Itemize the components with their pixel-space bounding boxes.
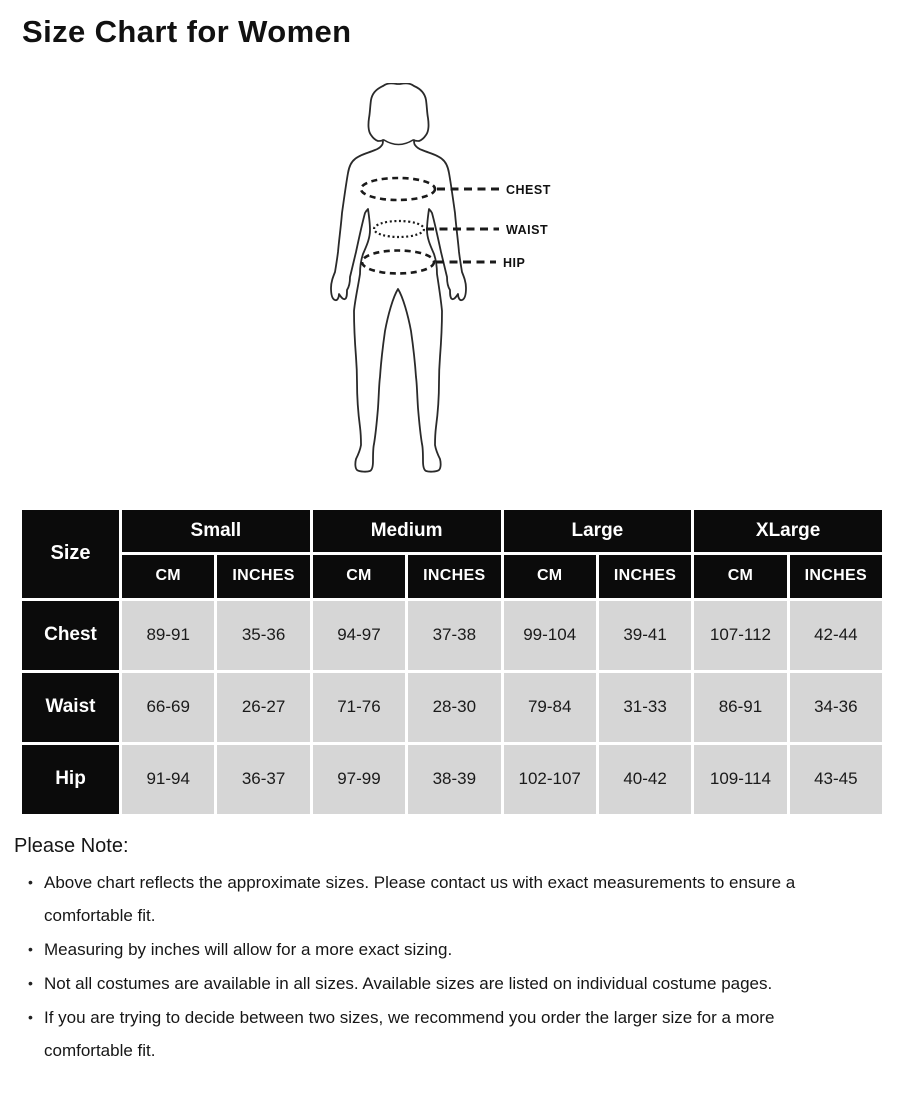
table-cell: 39-41 <box>599 601 691 670</box>
note-item <box>14 866 875 932</box>
table-cell: 66-69 <box>122 673 214 742</box>
size-group-header-row <box>22 510 882 552</box>
waist-label: WAIST <box>506 222 549 237</box>
size-chart-table <box>19 507 885 817</box>
body-measurement-figure <box>300 83 600 485</box>
unit-header-cm: CM <box>313 555 405 598</box>
table-cell: 37-38 <box>408 601 500 670</box>
unit-header-cm: CM <box>504 555 596 598</box>
unit-header-cm: CM <box>122 555 214 598</box>
table-cell: 89-91 <box>122 601 214 670</box>
table-cell: 94-97 <box>313 601 405 670</box>
table-cell: 26-27 <box>217 673 309 742</box>
table-row-waist <box>22 673 882 742</box>
chest-label: CHEST <box>506 182 551 197</box>
note-text: Measuring by inches will allow for a more exact sizing. <box>44 939 453 959</box>
table-cell: 99-104 <box>504 601 596 670</box>
table-cell: 102-107 <box>504 745 596 814</box>
notes-list <box>14 866 875 1067</box>
table-row-chest <box>22 601 882 670</box>
note-item <box>14 1001 875 1067</box>
hip-label: HIP <box>503 255 526 270</box>
table-cell: 109-114 <box>694 745 786 814</box>
unit-header-row <box>22 555 882 598</box>
row-label-hip: Hip <box>22 745 119 814</box>
table-cell: 97-99 <box>313 745 405 814</box>
size-group-small: Small <box>122 510 310 552</box>
note-text: Above chart reflects the approximate sizes. Please contact us with exact measurements to ensure a comfortable fit. <box>44 872 796 925</box>
table-cell: 31-33 <box>599 673 691 742</box>
table-corner-size-header: Size <box>22 510 119 598</box>
size-group-xlarge: XLarge <box>694 510 882 552</box>
unit-header-cm: CM <box>694 555 786 598</box>
size-group-large: Large <box>504 510 692 552</box>
unit-header-inches: INCHES <box>217 555 309 598</box>
table-cell: 28-30 <box>408 673 500 742</box>
table-cell: 107-112 <box>694 601 786 670</box>
body-figure-svg <box>300 83 600 485</box>
unit-header-inches: INCHES <box>599 555 691 598</box>
body-outline <box>331 83 466 471</box>
size-group-medium: Medium <box>313 510 501 552</box>
note-item <box>14 933 875 966</box>
note-text: Not all costumes are available in all sizes. Available sizes are listed on individual costume pages. <box>44 973 773 993</box>
unit-header-inches: INCHES <box>408 555 500 598</box>
row-label-waist: Waist <box>22 673 119 742</box>
note-item <box>14 967 875 1000</box>
unit-header-inches: INCHES <box>790 555 882 598</box>
notes-heading: Please Note: <box>14 834 129 857</box>
table-cell: 40-42 <box>599 745 691 814</box>
table-cell: 86-91 <box>694 673 786 742</box>
table-row-hip <box>22 745 882 814</box>
table-cell: 34-36 <box>790 673 882 742</box>
bullet-icon: • <box>28 873 33 890</box>
notes-section <box>14 835 875 1067</box>
note-text: If you are trying to decide between two sizes, we recommend you order the larger size for a more comfortable fit. <box>44 1007 775 1060</box>
table-cell: 36-37 <box>217 745 309 814</box>
table-cell: 43-45 <box>790 745 882 814</box>
table-cell: 42-44 <box>790 601 882 670</box>
table-cell: 38-39 <box>408 745 500 814</box>
row-label-chest: Chest <box>22 601 119 670</box>
table-cell: 91-94 <box>122 745 214 814</box>
bullet-icon: • <box>28 940 33 957</box>
page-title: Size Chart for Women <box>22 14 352 49</box>
bullet-icon: • <box>28 1008 33 1025</box>
table-cell: 35-36 <box>217 601 309 670</box>
table-cell: 79-84 <box>504 673 596 742</box>
bullet-icon: • <box>28 974 33 991</box>
table-cell: 71-76 <box>313 673 405 742</box>
